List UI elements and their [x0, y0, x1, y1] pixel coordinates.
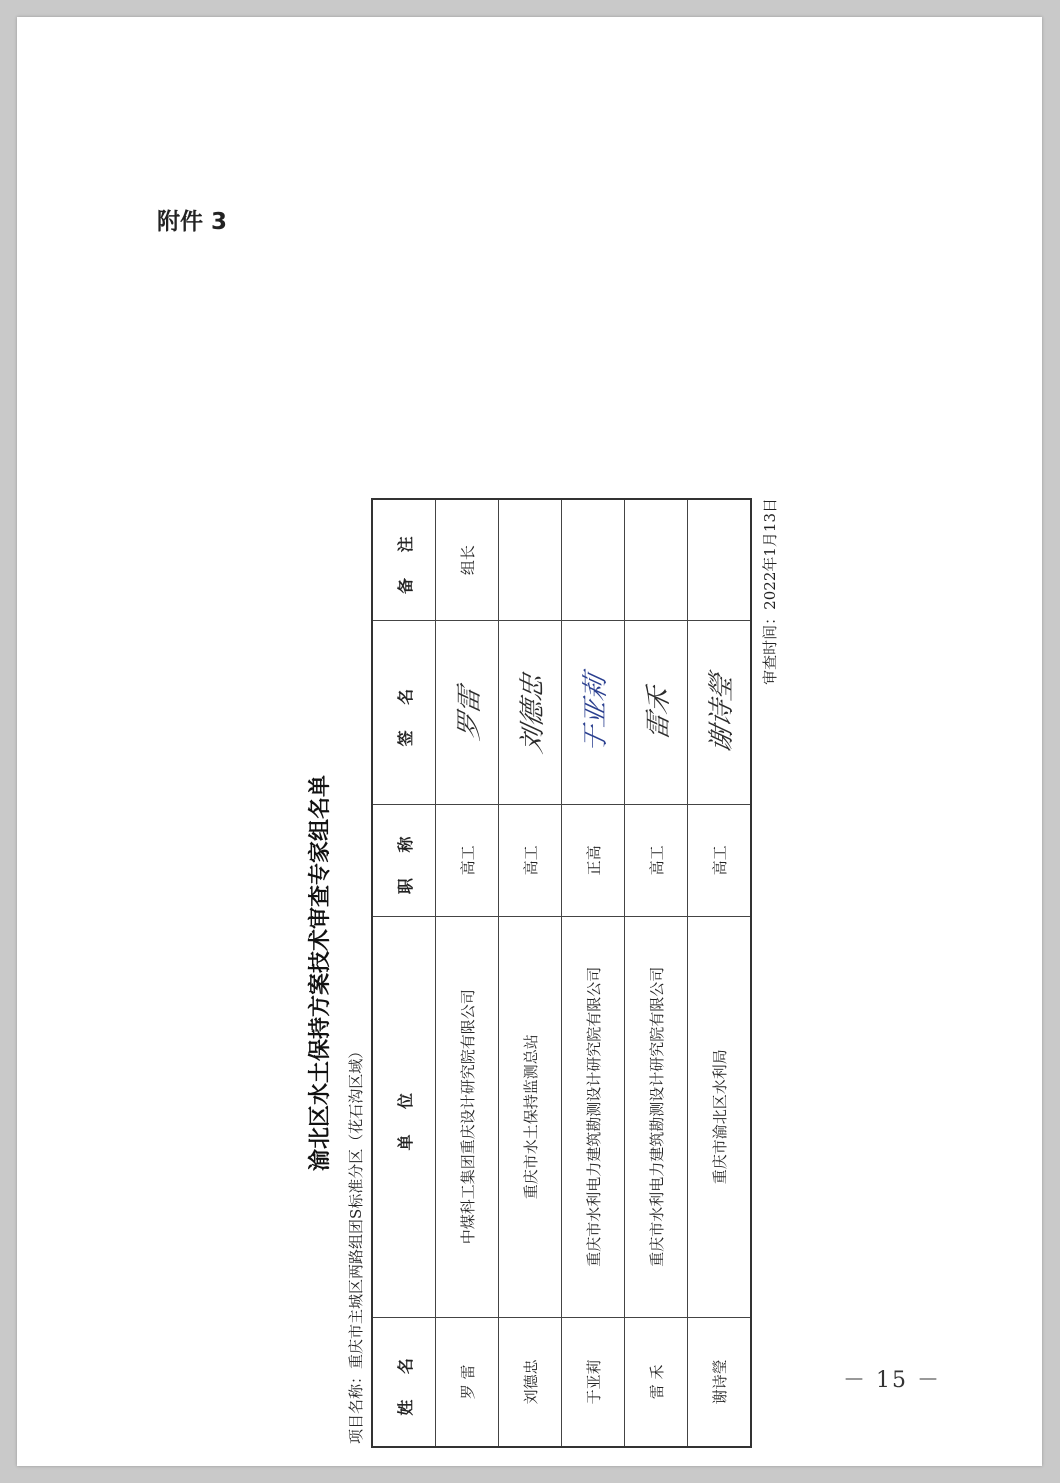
cell-title: 高工	[499, 804, 562, 916]
cell-unit: 中煤科工集团重庆设计研究院有限公司	[436, 916, 499, 1317]
table-row	[436, 499, 499, 1447]
table-row	[688, 499, 752, 1447]
cell-name: 谢诗瑩	[688, 1317, 752, 1447]
cell-name: 于亚莉	[562, 1317, 625, 1447]
header-note: 备 注	[372, 499, 436, 621]
document-title: 渝北区水土保持方案技术审查专家组名单	[308, 775, 333, 1172]
cell-unit: 重庆市水利电力建筑勘测设计研究院有限公司	[562, 916, 625, 1317]
handwritten-signature: 谢诗瑩	[706, 670, 737, 756]
document-page	[17, 17, 1042, 1466]
cell-signature	[688, 621, 752, 805]
cell-title: 高工	[436, 804, 499, 916]
cell-name: 雷 禾	[625, 1317, 688, 1447]
header-name: 姓 名	[372, 1317, 436, 1447]
page-number: － 15 －	[843, 1368, 941, 1393]
header-title: 职 称	[372, 804, 436, 916]
cell-unit: 重庆市渝北区水利局	[688, 916, 752, 1317]
cell-note	[562, 499, 625, 621]
project-name-line	[343, 1044, 369, 1444]
rotated-content	[299, 498, 799, 1448]
table-header-row	[372, 499, 436, 1447]
review-date-line	[759, 498, 780, 685]
header-unit: 单 位	[372, 916, 436, 1317]
cell-note	[688, 499, 752, 621]
cell-unit: 重庆市水利电力建筑勘测设计研究院有限公司	[625, 916, 688, 1317]
cell-note: 组长	[436, 499, 499, 621]
handwritten-signature: 于亚莉	[580, 670, 611, 756]
cell-signature	[562, 621, 625, 805]
cell-name: 刘德忠	[499, 1317, 562, 1447]
handwritten-signature: 罗雷	[454, 683, 485, 743]
header-signature: 签 名	[372, 621, 436, 805]
cell-title: 高工	[625, 804, 688, 916]
cell-unit: 重庆市水土保持监测总站	[499, 916, 562, 1317]
table-row	[562, 499, 625, 1447]
handwritten-signature: 刘德忠	[517, 670, 548, 756]
review-date: 2022年1月13日	[761, 498, 779, 610]
handwritten-signature: 雷禾	[643, 683, 674, 743]
project-label: 项目名称：	[347, 1368, 365, 1444]
review-label: 审查时间：	[761, 609, 779, 685]
cell-note	[499, 499, 562, 621]
cell-title: 正高	[562, 804, 625, 916]
cell-signature	[499, 621, 562, 805]
cell-name: 罗 雷	[436, 1317, 499, 1447]
cell-signature	[436, 621, 499, 805]
cell-signature	[625, 621, 688, 805]
table-row	[625, 499, 688, 1447]
expert-table	[371, 498, 752, 1448]
attachment-label: 附件 3	[157, 209, 228, 235]
cell-note	[625, 499, 688, 621]
cell-title: 高工	[688, 804, 752, 916]
table-row	[499, 499, 562, 1447]
project-value: 重庆市主城区两路组团S标准分区（花石沟区域）	[347, 1043, 365, 1369]
